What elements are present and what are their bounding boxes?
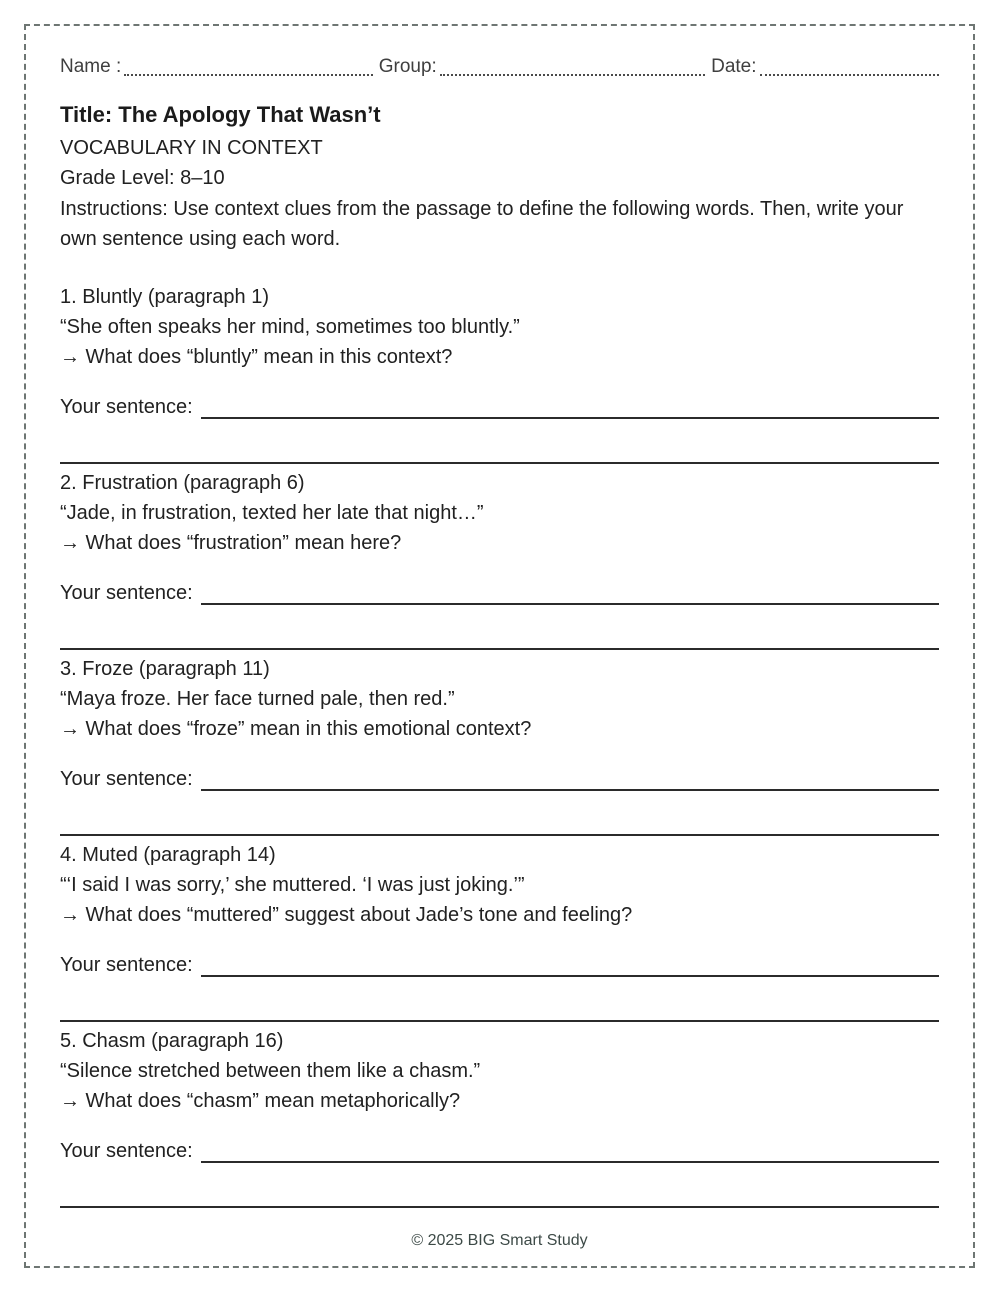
- sentence-prompt-label: Your sentence:: [60, 582, 193, 604]
- item-question: → What does “muttered” suggest about Jade’s tone and feeling?: [60, 904, 633, 926]
- vocab-item-1: [60, 282, 939, 464]
- item-quote: “‘I said I was sorry,’ she muttered. ‘I was just joking.’”: [60, 874, 525, 896]
- item-question: → What does “frustration” mean here?: [60, 532, 402, 554]
- item-question: → What does “bluntly” mean in this context?: [60, 346, 453, 368]
- vocab-item-4: [60, 840, 939, 1022]
- date-label: Date:: [711, 56, 757, 77]
- item-quote: “Maya froze. Her face turned pale, then red.”: [60, 688, 455, 710]
- vocab-item-2: [60, 468, 939, 650]
- item-quote: “Jade, in frustration, texted her late that night…”: [60, 502, 484, 524]
- sentence-prompt-label: Your sentence:: [60, 768, 193, 790]
- sentence-prompt-row: [60, 950, 939, 980]
- item-question: → What does “froze” mean in this emotional context?: [60, 718, 532, 740]
- grade-level: Grade Level: 8–10: [60, 167, 225, 189]
- vocab-item-3: [60, 654, 939, 836]
- name-label: Name :: [60, 56, 122, 77]
- dashed-border-sheet: [24, 24, 975, 1268]
- item-heading: 2. Frustration (paragraph 6): [60, 472, 305, 494]
- item-question: → What does “chasm” mean metaphorically?: [60, 1090, 461, 1112]
- vocab-item-5: [60, 1026, 939, 1208]
- item-heading: 3. Froze (paragraph 11): [60, 658, 270, 680]
- sentence-prompt-row: [60, 392, 939, 422]
- sentence-prompt-label: Your sentence:: [60, 396, 193, 418]
- item-heading: 1. Bluntly (paragraph 1): [60, 286, 270, 308]
- sentence-prompt-row: [60, 764, 939, 794]
- sentence-prompt-label: Your sentence:: [60, 1140, 193, 1162]
- student-info-row: [60, 54, 939, 80]
- name-blank-line[interactable]: [124, 74, 373, 76]
- instructions-text: Instructions: Use context clues from the passage to define the following words. Then, write your own sentence using each word.: [60, 198, 904, 250]
- worksheet-type: VOCABULARY IN CONTEXT: [60, 137, 323, 159]
- sentence-prompt-label: Your sentence:: [60, 954, 193, 976]
- date-blank-line[interactable]: [760, 74, 939, 76]
- item-quote: “She often speaks her mind, sometimes too bluntly.”: [60, 316, 520, 338]
- copyright-footer: © 2025 BIG Smart Study: [411, 1232, 588, 1249]
- group-label: Group:: [378, 56, 437, 77]
- group-blank-line[interactable]: [440, 74, 705, 76]
- sentence-write-line-2[interactable]: [60, 1206, 939, 1208]
- sentence-write-line[interactable]: [201, 417, 939, 419]
- sentence-write-line-2[interactable]: [60, 648, 939, 650]
- item-heading: 4. Muted (paragraph 14): [60, 844, 276, 866]
- sentence-prompt-row: [60, 578, 939, 608]
- sentence-write-line-2[interactable]: [60, 1020, 939, 1022]
- sentence-prompt-row: [60, 1136, 939, 1166]
- page-title: Title: The Apology That Wasn’t: [60, 102, 381, 127]
- sentence-write-line[interactable]: [201, 789, 939, 791]
- sentence-write-line-2[interactable]: [60, 834, 939, 836]
- item-heading: 5. Chasm (paragraph 16): [60, 1030, 284, 1052]
- sentence-write-line[interactable]: [201, 603, 939, 605]
- sentence-write-line-2[interactable]: [60, 462, 939, 464]
- sentence-write-line[interactable]: [201, 975, 939, 977]
- sentence-write-line[interactable]: [201, 1161, 939, 1163]
- item-quote: “Silence stretched between them like a chasm.”: [60, 1060, 481, 1082]
